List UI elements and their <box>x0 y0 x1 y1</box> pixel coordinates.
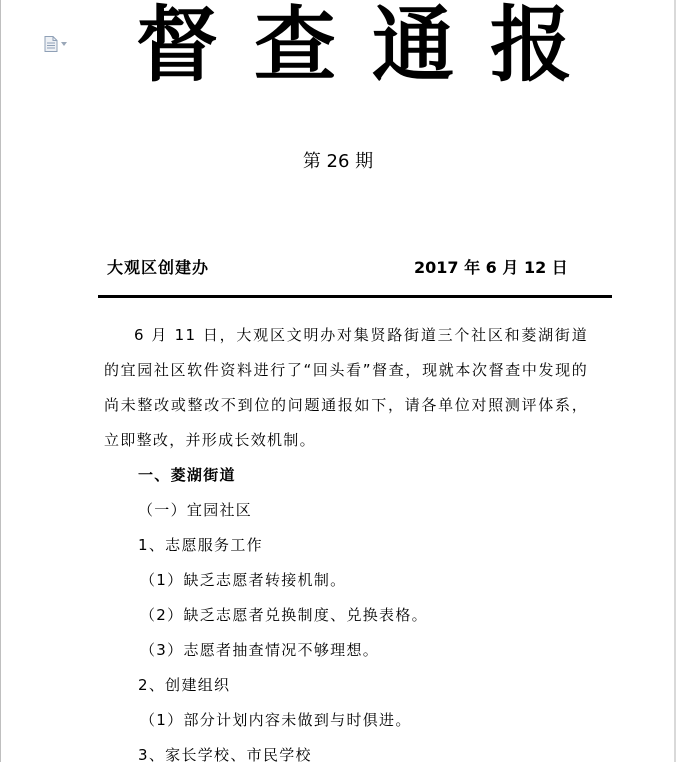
document-title: 督查通报 <box>136 0 609 93</box>
document-menu-button[interactable] <box>44 36 70 52</box>
subsection-heading: （一）宜园社区 <box>138 501 253 519</box>
page-edge-left <box>0 0 1 762</box>
list-item: （1）缺乏志愿者转接机制。 <box>140 571 347 589</box>
issue-date: 2017 年 6 月 12 日 <box>414 258 568 277</box>
section-heading: 一、菱湖街道 <box>138 466 236 484</box>
chevron-down-icon <box>61 42 67 46</box>
header-divider <box>98 295 612 298</box>
item-heading: 3、家长学校、市民学校 <box>138 746 312 764</box>
issue-number: 第 26 期 <box>302 151 374 172</box>
list-item: （2）缺乏志愿者兑换制度、兑换表格。 <box>140 606 428 624</box>
document-icon <box>44 36 58 52</box>
issuer-name: 大观区创建办 <box>107 258 210 277</box>
item-heading: 1、志愿服务工作 <box>138 536 263 554</box>
list-item: （3）志愿者抽查情况不够理想。 <box>140 641 380 659</box>
item-heading: 2、创建组织 <box>138 676 231 694</box>
intro-paragraph: 6 月 11 日，大观区文明办对集贤路街道三个社区和菱湖街道的宜园社区软件资料进行了“回头看”督查，现就本次督查中发现的尚未整改或整改不到位的问题通报如下，请各单位对照测评体系，立即整改，并形成长效机制。 <box>104 326 588 449</box>
document-body <box>104 318 588 773</box>
list-item: （1）部分计划内容未做到与时俱进。 <box>140 711 412 729</box>
